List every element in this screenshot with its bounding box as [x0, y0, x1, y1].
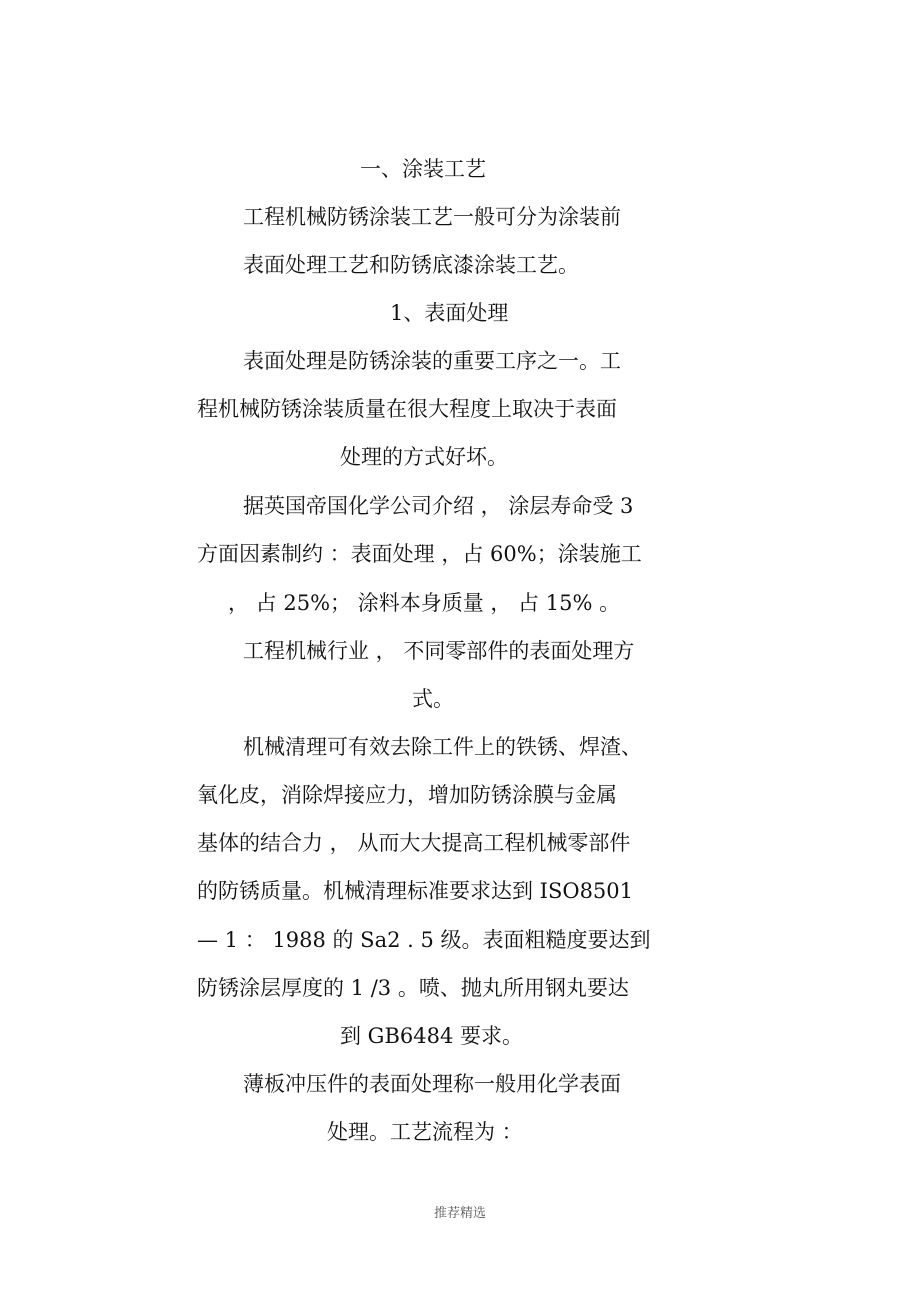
- paragraph-line: 处理。工艺流程为 ：: [327, 1120, 523, 1144]
- paragraph-line: 机械清理可有效去除工件上的铁锈、焊渣、: [243, 735, 642, 759]
- paragraph-line: 到 GB6484 要求。: [340, 1024, 524, 1048]
- paragraph-line: 基体的结合力 ， 从而大大提高工程机械零部件: [197, 831, 631, 855]
- paragraph-line: 表面处理是防锈涂装的重要工序之一。工: [243, 349, 621, 373]
- paragraph-line: 工程机械行业 ， 不同零部件的表面处理方: [243, 639, 635, 663]
- paragraph-line: 处理的方式好坏。: [340, 445, 508, 469]
- section-heading: 一、涂装工艺: [360, 157, 486, 181]
- paragraph-line: 方面因素制约 ：表面处理 ，占 60%；涂装施工: [197, 542, 642, 566]
- paragraph-line: 工程机械防锈涂装工艺一般可分为涂装前: [243, 205, 621, 229]
- paragraph-line: 的防锈质量。机械清理标准要求达到 ISO8501: [197, 879, 634, 903]
- paragraph-line: ， 占 25%； 涂料本身质量 ， 占 15% 。: [228, 591, 621, 615]
- paragraph-line: 氧化皮，消除焊接应力，增加防锈涂膜与金属: [197, 783, 617, 807]
- paragraph-line: 防锈涂层厚度的 1 /3 。喷、抛丸所用钢丸要达: [197, 976, 629, 1000]
- paragraph-line: 表面处理工艺和防锈底漆涂装工艺。: [243, 253, 579, 277]
- page-footer: 推荐精选: [433, 1206, 486, 1221]
- paragraph-line: — 1 ： 1988 的 Sa2 . 5 级。表面粗糙度要达到: [197, 928, 651, 952]
- subsection-heading: 1、表面处理: [390, 301, 509, 325]
- paragraph-line: 程机械防锈涂装质量在很大程度上取决于表面: [197, 397, 617, 421]
- paragraph-line: 据英国帝国化学公司介绍 ， 涂层寿命受 3: [243, 494, 634, 518]
- paragraph-line: 薄板冲压件的表面处理称一般用化学表面: [243, 1072, 621, 1096]
- paragraph-line: 式。: [412, 687, 454, 711]
